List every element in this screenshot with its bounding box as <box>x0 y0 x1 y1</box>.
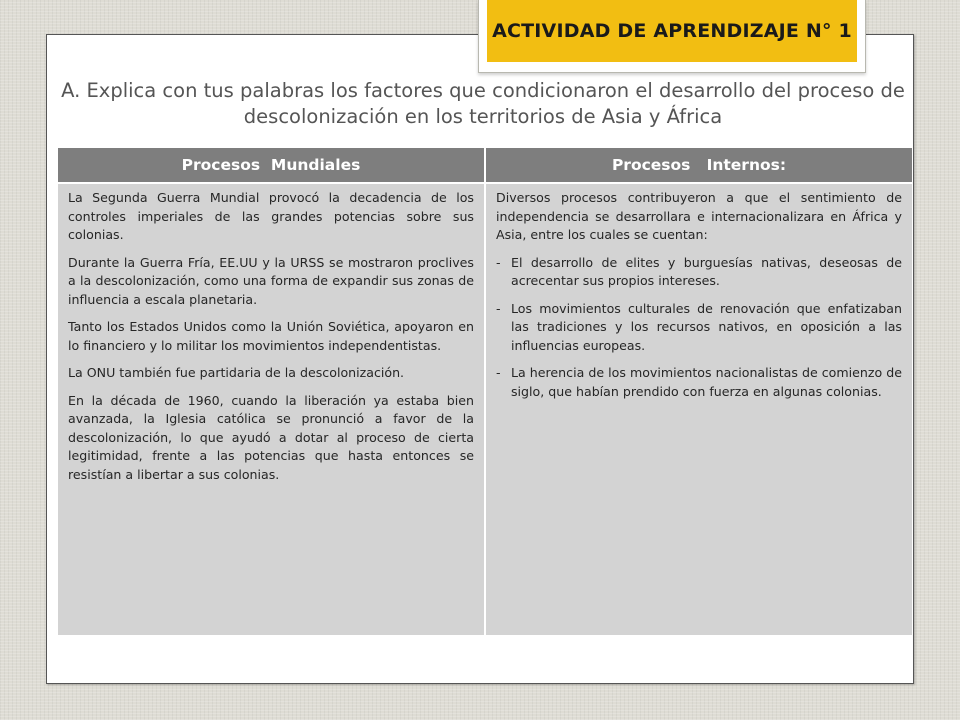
header-procesos-mundiales: Procesos Mundiales <box>58 148 484 182</box>
factor-list <box>496 254 902 402</box>
bullet-marker: - <box>496 365 501 380</box>
paragraph-segunda-guerra: La Segunda Guerra Mundial provocó la decadencia de los controles imperiales de las grandes potencias sobre sus colonias. <box>68 190 474 242</box>
paragraph-onu: La ONU también fue partidaria de la descolonización. <box>68 365 405 380</box>
bullet-marker: - <box>496 254 501 270</box>
slide-title: ACTIVIDAD DE APRENDIZAJE N° 1 <box>487 0 857 62</box>
comparison-table <box>58 148 912 635</box>
header-procesos-internos: Procesos Internos: <box>486 148 912 182</box>
list-item <box>496 300 902 356</box>
list-item-text: La herencia de los movimientos nacionalistas de comienzo de siglo, que habían prendido con fuerza en algunas colonias. <box>511 365 902 399</box>
title-box <box>478 0 866 73</box>
paragraph-intro: Diversos procesos contribuyeron a que el sentimiento de independencia se desarrollara e internacionalizara en África y Asia, entre los cuales se cuentan: <box>496 190 902 242</box>
paragraph-iglesia: En la década de 1960, cuando la liberación ya estaba bien avanzada, la Iglesia católica se pronunció a favor de la descolonización, lo que ayudó a dotar al proceso de cierta legitimidad, frente a las potencias que hasta entonces se resistían a libertar a sus colonias. <box>68 392 474 482</box>
paragraph-guerra-fria: Durante la Guerra Fría, EE.UU y la URSS se mostraron proclives a la descolonización, como una forma de expandir sus zonas de influencia a escala planetaria. <box>68 254 474 307</box>
question-text: A. Explica con tus palabras los factores que condicionaron el desarrollo del proceso de descolonización en los territorios de Asia y África <box>61 79 905 128</box>
paragraph-eeuu-urss: Tanto los Estados Unidos como la Unión Soviética, apoyaron en lo financiero y lo militar los movimientos independentistas. <box>68 319 474 353</box>
list-item <box>496 254 902 291</box>
list-item <box>496 364 902 401</box>
bullet-marker: - <box>496 300 501 316</box>
cell-procesos-internos <box>486 184 912 635</box>
list-item-text: El desarrollo de elites y burguesías nativas, deseosas de acrecentar sus propios intereses. <box>511 254 902 288</box>
cell-procesos-mundiales <box>58 184 484 635</box>
list-item-text: Los movimientos culturales de renovación que enfatizaban las tradiciones y los recursos nativos, en oposición a las influencias europeas. <box>511 300 902 353</box>
